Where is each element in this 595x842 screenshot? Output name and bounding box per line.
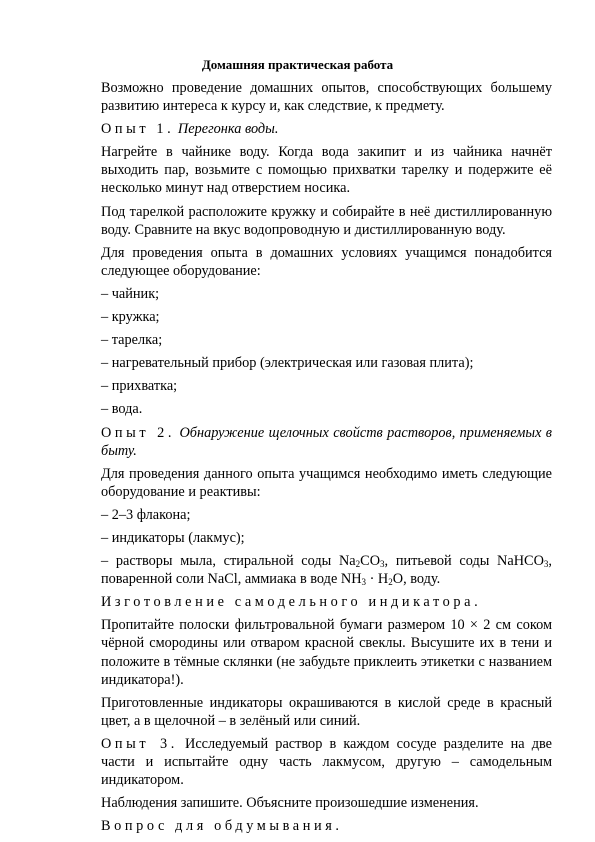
intro-paragraph: [101, 79, 552, 115]
question-heading: [101, 817, 552, 835]
exp2-name: Обнаружение щелочных свойств растворов, применяемых в быту.: [101, 424, 552, 459]
document-title: Домашняя практическая работа: [201, 57, 394, 72]
list-item: – прихватка;: [101, 378, 178, 395]
list-item-solutions: [101, 552, 552, 588]
subscript: 3: [361, 577, 367, 588]
document-body: [101, 79, 552, 840]
list-item: – чайник;: [101, 285, 160, 302]
solutions-prefix: – растворы мыла, стиральной соды Na: [101, 553, 356, 570]
exp1-name: Перегонка воды.: [177, 121, 279, 138]
subscript: 2: [388, 577, 393, 588]
formula-part: O, воду.: [392, 571, 441, 588]
exp2-heading: [101, 424, 552, 460]
intro-text: Возможно проведение домашних опытов, способствующих большему развитию интереса к курсу и, как следствие, к предмету.: [101, 80, 552, 115]
list-item: – индикаторы (лакмус);: [101, 529, 245, 546]
exp1-paragraph-3: Для проведения опыта в домашних условиях учащимся понадобится следующее оборудование:: [101, 244, 552, 279]
exp3-label: Опыт 3.: [101, 735, 178, 752]
formula-part: · H: [366, 571, 389, 588]
list-item: – 2–3 флакона;: [101, 506, 191, 523]
exp2-label: Опыт 2.: [101, 424, 176, 441]
exp1-heading: [101, 120, 552, 138]
list-item: – вода.: [101, 401, 143, 418]
exp1-paragraph-2: Под тарелкой расположите кружку и собирайте в неё дистиллированную воду. Сравните на вкус водопроводную и дистиллированную воду.: [101, 203, 552, 238]
subscript: 3: [543, 559, 549, 570]
subscript: 3: [380, 559, 385, 570]
subscript: 2: [355, 559, 361, 570]
indicator-heading-text: Изготовление самодельного индикатора.: [101, 594, 482, 611]
list-item: – нагревательный прибор (электрическая или газовая плита);: [101, 355, 474, 372]
formula-part: , поваренной соли NaCl, аммиака в воде NH: [101, 553, 552, 588]
exp3-text: Исследуемый раствор в каждом сосуде разделите на две части и испытайте одну часть лакмусом, другую – самодельным индикатором.: [101, 735, 552, 789]
exp3-paragraph-2: Наблюдения запишите. Объясните произошедшие изменения.: [101, 795, 479, 812]
exp3-paragraph: [101, 735, 552, 789]
exp2-paragraph-1: Для проведения данного опыта учащимся необходимо иметь следующие оборудование и реактивы:: [101, 465, 552, 500]
formula-part: CO: [360, 553, 381, 570]
question-text: Вопрос для обдумывания.: [101, 818, 343, 835]
exp1-equipment-list: [101, 285, 552, 419]
exp1-paragraph-1: Нагрейте в чайнике воду. Когда вода закипит и из чайника начнёт выходить пар, возьмите с помощью прихватки тарелку и подержите её несколько минут над отверстием носика.: [101, 144, 552, 197]
exp2-equipment-list: [101, 506, 552, 588]
list-item: – кружка;: [101, 309, 160, 326]
list-item: – тарелка;: [101, 332, 163, 349]
indicator-paragraph-2: Приготовленные индикаторы окрашиваются в кислой среде в красный цвет, а в щелочной – в зелёный или синий.: [101, 694, 552, 729]
indicator-paragraph-1: Пропитайте полоски фильтровальной бумаги размером 10 × 2 см соком чёрной смородины или отваром красной свеклы. Высушите их в тени и положите в тёмные склянки (не забудьте приклеить этикетки с названием индикатора!).: [101, 617, 552, 688]
indicator-heading: [101, 593, 552, 611]
exp1-label: Опыт 1.: [101, 121, 175, 138]
formula-part: , питьевой соды NaHCO: [384, 553, 544, 570]
